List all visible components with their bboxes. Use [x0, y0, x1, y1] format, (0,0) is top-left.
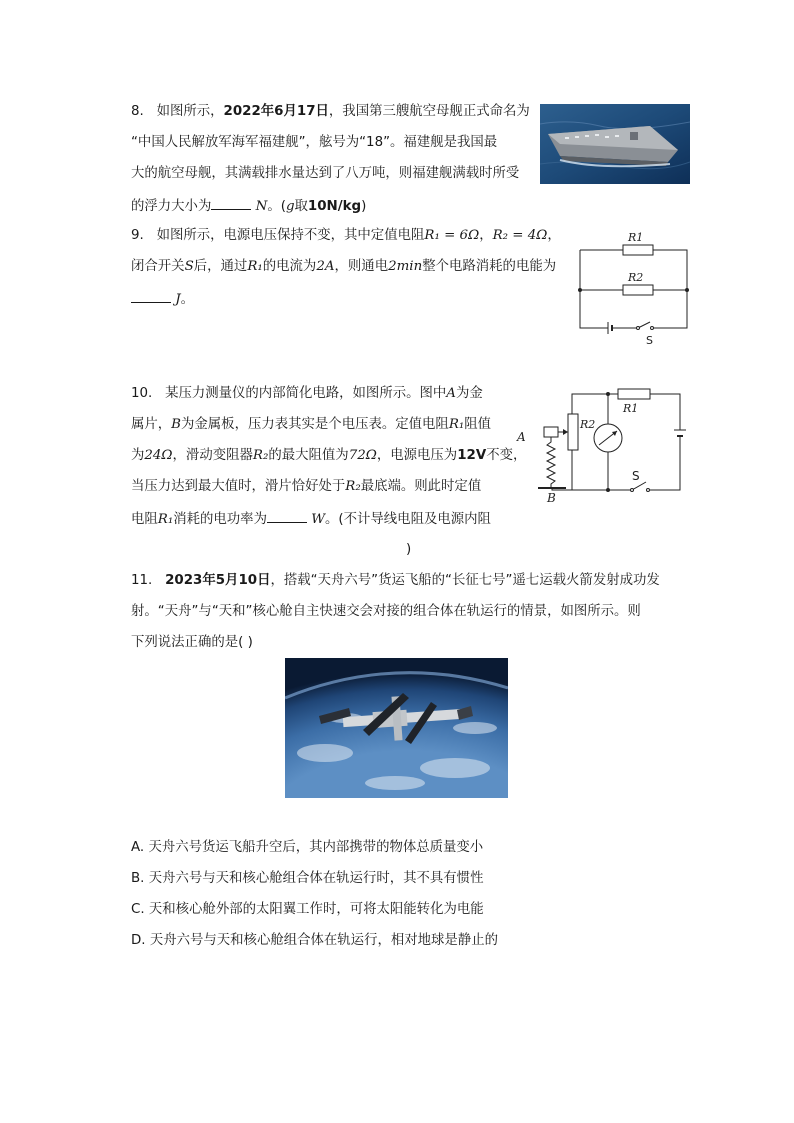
q9-line-2: 闭合开关S后，通过R₁的电流为2A，则通电2min整个电路消耗的电能为 [131, 259, 557, 274]
q10-line-6: ) [406, 542, 412, 557]
q9-fig-label-s: S [646, 334, 653, 346]
q11-line-3: 下列说法正确的是( ) [131, 635, 253, 650]
q10-line-5: 电阻R₁消耗的电功率为 W。(不计导线电阻及电源内阻 [131, 508, 491, 530]
q10-fig-label-b: B [547, 491, 556, 504]
q10-circuit-diagram [514, 382, 694, 504]
q8-line-4: 的浮力大小为 N。(g取10N/kg) [131, 195, 366, 217]
q10-fig-label-r1: R1 [623, 402, 639, 415]
q10-line-1: 10. 某压力测量仪的内部简化电路，如图所示。图中A为金 [131, 386, 483, 401]
q9-circuit-diagram [576, 228, 692, 346]
q11-line-2: 射。“天舟”与“天和”核心舱自主快速交会对接的组合体在轨运行的情景，如图所示。则 [131, 604, 641, 619]
option-a[interactable]: A. 天舟六号货运飞船升空后，其内部携带的物体总质量变小 [131, 840, 484, 855]
q8-line-1: 8. 如图所示，2022年6月17日，我国第三艘航空母舰正式命名为 [131, 104, 530, 119]
answer-blank [131, 288, 171, 303]
option-d[interactable]: D. 天舟六号与天和核心舱组合体在轨运行，相对地球是静止的 [131, 933, 498, 948]
q8-line-2: “中国人民解放军海军福建舰”，舷号为“18”。福建舰是我国最 [131, 135, 498, 150]
q10-fig-label-a: A [517, 430, 526, 444]
q11-line-1: 11. 2023年5月10日，搭载“天舟六号”货运飞船的“长征七号”遥七运载火箭发射成功发 [131, 573, 660, 588]
q10-fig-label-r2: R2 [580, 418, 596, 431]
q9-line-1: 9. 如图所示，电源电压保持不变，其中定值电阻R₁ = 6Ω，R₂ = 4Ω， [131, 228, 561, 243]
q10-line-2: 属片，B为金属板，压力表其实是个电压表。定值电阻R₁阻值 [131, 417, 492, 432]
q9-fig-label-r2: R2 [628, 271, 644, 284]
space-station-photo [285, 658, 508, 798]
option-c[interactable]: C. 天和核心舱外部的太阳翼工作时，可将太阳能转化为电能 [131, 902, 484, 917]
answer-blank [267, 508, 307, 523]
option-b[interactable]: B. 天舟六号与天和核心舱组合体在轨运行时，其不具有惯性 [131, 871, 484, 886]
q9-fig-label-r1: R1 [628, 231, 644, 244]
aircraft-carrier-photo [540, 104, 690, 184]
q8-line-3: 大的航空母舰，其满载排水量达到了八万吨，则福建舰满载时所受 [131, 166, 520, 181]
answer-blank [211, 195, 251, 210]
q10-line-4: 当压力达到最大值时，滑片恰好处于R₂最底端。则此时定值 [131, 479, 482, 494]
q10-fig-label-s: S [632, 469, 640, 483]
q9-line-3: J。 [131, 288, 194, 310]
q10-line-3: 为24Ω，滑动变阻器R₂的最大阻值为72Ω，电源电压为12V不变， [131, 448, 527, 463]
